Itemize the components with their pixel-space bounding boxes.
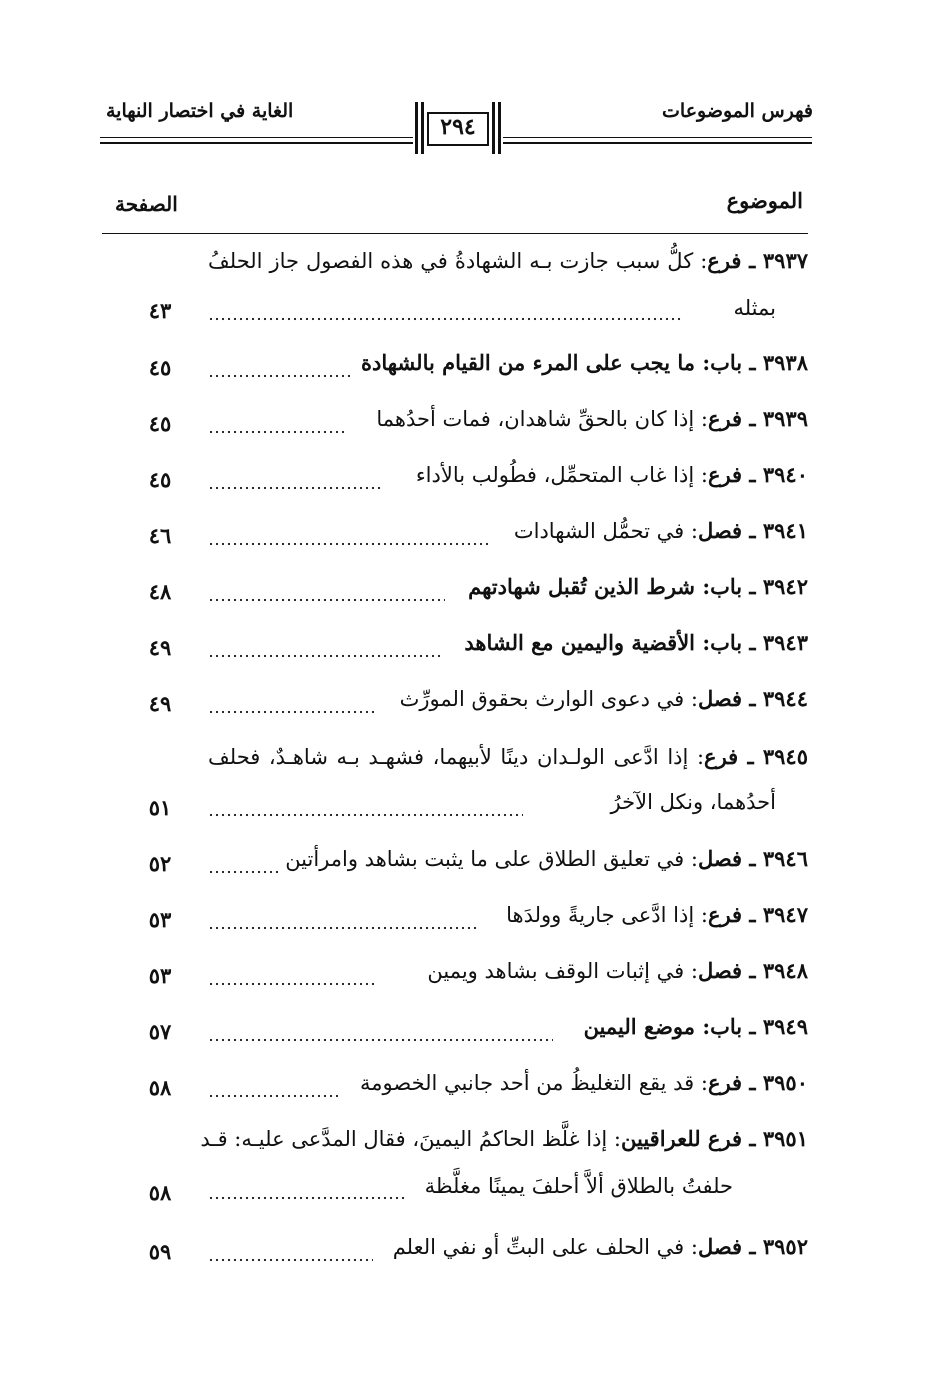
entry-type: فصل bbox=[697, 846, 743, 871]
entry-page: ٥٧ bbox=[148, 1019, 172, 1044]
entry-type: فرع للعراقيين bbox=[621, 1126, 743, 1151]
entry-page: ٤٦ bbox=[148, 523, 172, 548]
entry-type: فصل bbox=[697, 1234, 743, 1259]
entry-title: : كلُّ سبب جازت بـه الشهادةُ في هذه الفصول جاز الحلفُ bbox=[208, 249, 708, 273]
entry-number: ٣٩٤٤ bbox=[762, 686, 808, 711]
entry-continuation: أحدُهما، ونكل الآخرُ bbox=[610, 790, 776, 814]
index-entry: ٣٩٤٥ ـ فرع: إذا ادَّعى الولـدان دينًا لأبيهما، فشهـد بـه شاهـدٌ، فحلف bbox=[208, 744, 808, 769]
entry-type: باب bbox=[710, 1014, 743, 1039]
entry-title: : في تعليق الطلاق على ما يثبت بشاهد وامرأتين bbox=[285, 847, 698, 871]
index-entry: ٣٩٣٨ ـ باب: ما يجب على المرء من القيام بالشهادة bbox=[361, 350, 808, 375]
entry-page: ٤٥ bbox=[148, 355, 172, 380]
entry-continuation: بمثله bbox=[733, 296, 776, 320]
index-entry: ٣٩٣٧ ـ فرع: كلُّ سبب جازت بـه الشهادةُ في هذه الفصول جاز الحلفُ bbox=[208, 248, 809, 273]
index-entry: ٣٩٤٢ ـ باب: شرط الذين تُقبل شهادتهم bbox=[468, 574, 808, 599]
book-title: الغاية في اختصار النهاية bbox=[106, 100, 294, 122]
entry-number: ٣٩٣٩ bbox=[762, 406, 808, 431]
entry-number: ٣٩٥١ bbox=[762, 1126, 808, 1151]
entry-type: فرع bbox=[707, 1070, 743, 1095]
entry-title: : إذا كان بالحقِّ شاهدان، فمات أحدُهما bbox=[376, 407, 708, 431]
index-entry: ٣٩٤٠ ـ فرع: إذا غاب المتحمِّل، فطُولب بالأداء bbox=[415, 462, 808, 487]
entry-page: ٤٣ bbox=[148, 298, 172, 323]
entry-title: : في دعوى الوارث بحقوق المورِّث bbox=[399, 687, 698, 711]
entry-type: فصل bbox=[697, 686, 743, 711]
leader-dots bbox=[208, 598, 445, 602]
index-entry: ٣٩٣٩ ـ فرع: إذا كان بالحقِّ شاهدان، فمات أحدُهما bbox=[376, 406, 808, 431]
column-header-topic: الموضوع bbox=[726, 188, 803, 213]
index-entry: ٣٩٤٣ ـ باب: الأقضية واليمين مع الشاهد bbox=[464, 630, 808, 655]
entry-type: باب bbox=[710, 574, 743, 599]
index-entry: ٣٩٤٩ ـ باب: موضع اليمين bbox=[583, 1014, 808, 1039]
entry-type: فصل bbox=[697, 518, 743, 543]
leader-dots bbox=[208, 486, 383, 490]
entry-title: : موضع اليمين bbox=[583, 1014, 711, 1039]
entry-type: فرع bbox=[707, 248, 742, 273]
leader-dots bbox=[208, 870, 278, 874]
entry-title: : الأقضية واليمين مع الشاهد bbox=[464, 630, 711, 655]
entry-type: فرع bbox=[707, 902, 743, 927]
entry-page: ٥١ bbox=[148, 795, 172, 820]
leader-dots bbox=[208, 1094, 338, 1098]
entry-number: ٣٩٤٨ bbox=[762, 958, 808, 983]
column-header-page: الصفحة bbox=[115, 192, 178, 216]
entry-page: ٥٣ bbox=[148, 963, 172, 988]
section-title: فهرس الموضوعات bbox=[662, 100, 813, 122]
entry-title: : في إثبات الوقف بشاهد ويمين bbox=[427, 959, 698, 983]
entry-type: باب bbox=[710, 350, 743, 375]
entry-title: : في تحمُّل الشهادات bbox=[513, 519, 698, 543]
index-entry: ٣٩٤٤ ـ فصل: في دعوى الوارث بحقوق المورِّث bbox=[399, 686, 808, 711]
leader-dots bbox=[208, 542, 490, 546]
leader-dots bbox=[208, 654, 440, 658]
leader-dots bbox=[208, 430, 344, 434]
entry-page: ٤٨ bbox=[148, 579, 172, 604]
leader-dots bbox=[208, 1196, 406, 1200]
entry-type: فرع bbox=[707, 462, 743, 487]
entry-continuation: حلفتُ بالطلاق ألاَّ أحلفَ يمينًا مغلَّظة bbox=[424, 1174, 733, 1198]
entry-page: ٤٩ bbox=[148, 635, 172, 660]
leader-dots bbox=[208, 710, 378, 714]
entry-page: ٥٣ bbox=[148, 907, 172, 932]
entry-number: ٣٩٤٣ bbox=[762, 630, 808, 655]
entry-page: ٥٨ bbox=[148, 1180, 172, 1205]
entry-number: ٣٩٤٩ bbox=[762, 1014, 808, 1039]
leader-dots bbox=[208, 374, 352, 378]
entry-title: : إذا ادَّعى الولـدان دينًا لأبيهما، فشهـد بـه شاهـدٌ، فحلف bbox=[208, 745, 705, 769]
entry-page: ٥٢ bbox=[148, 851, 172, 876]
entry-title: : قد يقع التغليظُ من أحد جانبي الخصومة bbox=[360, 1071, 708, 1095]
entry-number: ٣٩٤٧ bbox=[762, 902, 808, 927]
index-entry: ٣٩٥١ ـ فرع للعراقيين: إذا غلَّظ الحاكمُ اليمينَ، فقال المدَّعى عليـه: قـد bbox=[200, 1126, 808, 1151]
leader-dots bbox=[208, 926, 478, 930]
entry-title: : في الحلف على البتِّ أو نفي العلم bbox=[392, 1235, 698, 1259]
entry-page: ٤٥ bbox=[148, 411, 172, 436]
leader-dots bbox=[208, 813, 523, 817]
entry-title: : شرط الذين تُقبل شهادتهم bbox=[468, 574, 711, 599]
entry-number: ٣٩٤٥ bbox=[762, 744, 808, 769]
entry-title: : ما يجب على المرء من القيام بالشهادة bbox=[361, 350, 711, 375]
entry-number: ٣٩٤٢ bbox=[762, 574, 808, 599]
entry-number: ٣٩٤١ bbox=[762, 518, 808, 543]
entry-type: باب bbox=[710, 630, 743, 655]
leader-dots bbox=[208, 982, 378, 986]
index-entry: ٣٩٤٦ ـ فصل: في تعليق الطلاق على ما يثبت بشاهد وامرأتين bbox=[285, 846, 808, 871]
leader-dots bbox=[208, 317, 681, 321]
leader-dots bbox=[208, 1258, 373, 1262]
column-header-rule bbox=[102, 233, 808, 234]
entry-page: ٤٥ bbox=[148, 467, 172, 492]
entry-number: ٣٩٣٨ bbox=[762, 350, 808, 375]
entry-page: ٥٨ bbox=[148, 1075, 172, 1100]
entry-title: : إذا غاب المتحمِّل، فطُولب بالأداء bbox=[415, 463, 708, 487]
index-entry: ٣٩٥٢ ـ فصل: في الحلف على البتِّ أو نفي العلم bbox=[392, 1234, 808, 1259]
entry-number: ٣٩٤٠ bbox=[762, 462, 808, 487]
index-entry: ٣٩٤١ ـ فصل: في تحمُّل الشهادات bbox=[513, 518, 808, 543]
entry-page: ٤٩ bbox=[148, 691, 172, 716]
entry-page: ٥٩ bbox=[148, 1239, 172, 1264]
entry-number: ٣٩٤٦ bbox=[762, 846, 808, 871]
leader-dots bbox=[208, 1038, 553, 1042]
entry-title: : إذا غلَّظ الحاكمُ اليمينَ، فقال المدَّعى عليـه: قـد bbox=[200, 1127, 622, 1151]
entry-type: فرع bbox=[707, 406, 743, 431]
entry-type: فصل bbox=[697, 958, 743, 983]
index-entry: ٣٩٤٨ ـ فصل: في إثبات الوقف بشاهد ويمين bbox=[427, 958, 808, 983]
entry-number: ٣٩٥٠ bbox=[762, 1070, 808, 1095]
index-entry: ٣٩٤٧ ـ فرع: إذا ادَّعى جاريةً وولدَها bbox=[506, 902, 808, 927]
index-entry: ٣٩٥٠ ـ فرع: قد يقع التغليظُ من أحد جانبي الخصومة bbox=[360, 1070, 808, 1095]
entry-title: : إذا ادَّعى جاريةً وولدَها bbox=[506, 903, 708, 927]
entry-number: ٣٩٣٧ bbox=[762, 248, 809, 273]
page-number-badge bbox=[413, 102, 503, 154]
entry-number: ٣٩٥٢ bbox=[762, 1234, 808, 1259]
entry-type: فرع bbox=[704, 744, 739, 769]
page-number: ٢٩٤ bbox=[440, 114, 476, 140]
